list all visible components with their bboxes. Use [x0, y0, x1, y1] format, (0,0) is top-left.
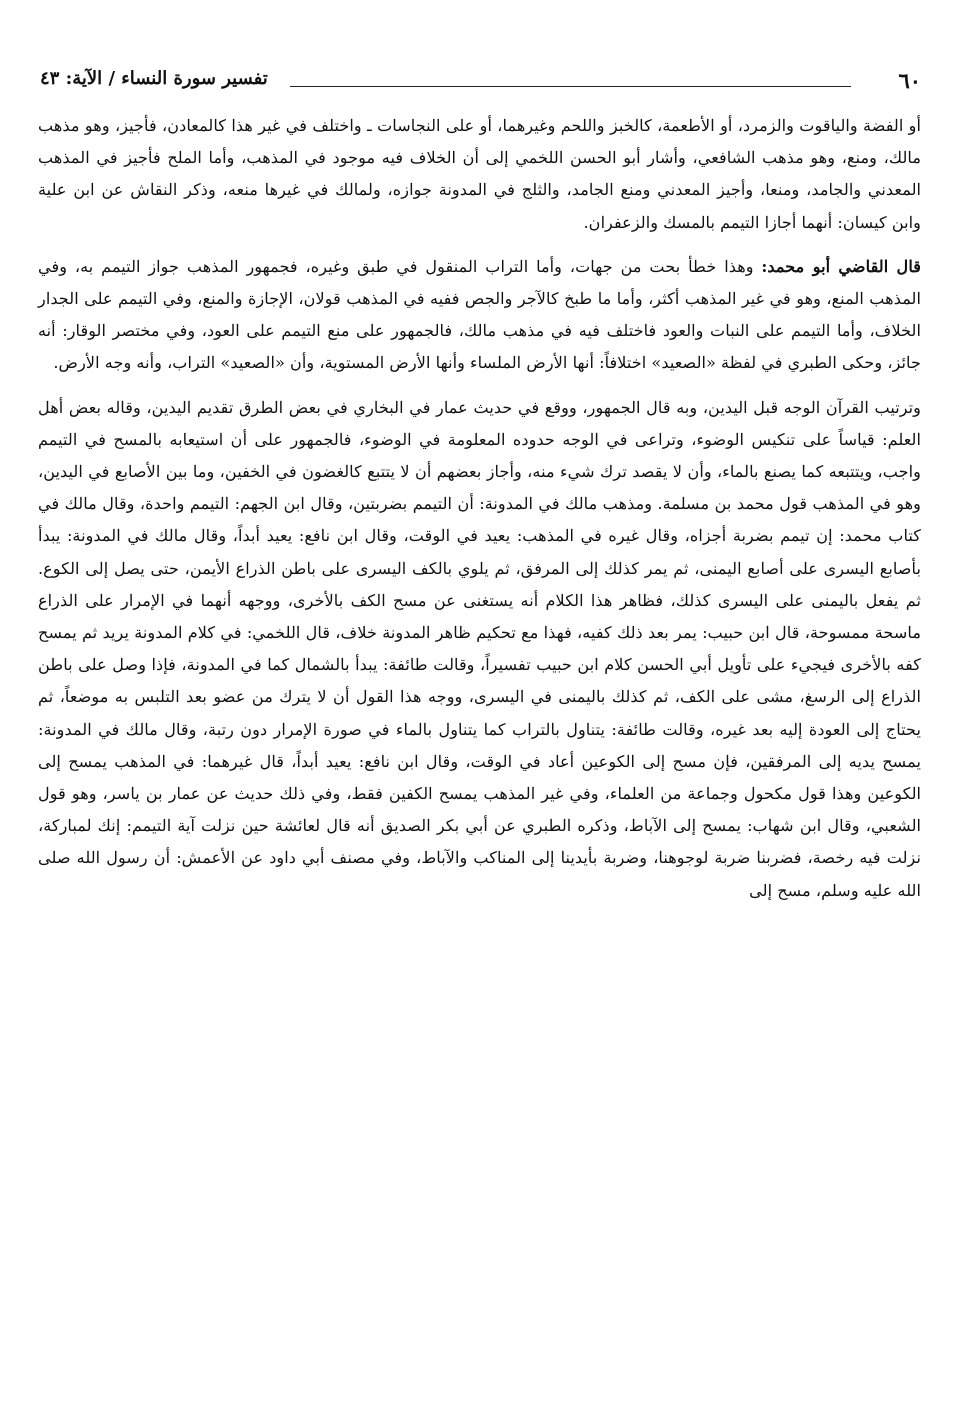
paragraph-text: وترتيب القرآن الوجه قبل اليدين، وبه قال الجمهور، ووقع في حديث عمار في البخاري في بعض الطرق تقديم اليدين، وقاله بعض أهل العلم: قياساً على تنكيس الوضوء، وتراعى في الوجه حدوده المعلومة في الوضوء، فالجمهور على أن استيعابه بالمسح في التيمم واجب، ويتتبعه كما يصنع بالماء، وأن لا يقصد ترك شيء منه، وأجاز بعضهم أن لا يتتبع كالغضون في الخفين، وما بين الأصابع في اليدين، وهو في المذهب قول محمد بن مسلمة. ومذهب مالك في المدونة: أن التيمم بضربتين، وقال ابن الجهم: التيمم واحدة، وقال مالك في كتاب محمد: إن تيمم بضربة أجزاه، وقال غيره في المذهب: يعيد في الوقت، وقال ابن نافع: يعيد أبداً، وقال مالك في المدونة: يبدأ بأصابع اليسرى على أصابع اليمنى، ثم يمر كذلك إلى المرفق، ثم يلوي بالكف اليسرى على باطن الذراع الأيمن، حتى يصل إلى الكوع. ثم يفعل باليمنى على اليسرى كذلك، فظاهر هذا الكلام أنه يستغنى عن مسح الكف بالأخرى، ووجهه أنهما في الإمرار على الذراع ماسحة ممسوحة، قال ابن حبيب: يمر بعد ذلك كفيه، فهذا مع تحكيم ظاهر المدونة خلاف، قال اللخمي: في كلام المدونة يريد ثم يمسح كفه بالأخرى فيجيء على تأويل أبي الحسن كلام ابن حبيب تفسيراً، وقالت طائفة: يبدأ بالشمال كما في المدونة، فإذا وصل على باطن الذراع إلى الرسغ، مشى على الكف، ثم كذلك باليمنى في اليسرى، ووجه هذا القول أن لا يترك من عضو بعد التلبس به موضعاً، ثم يحتاج إلى العودة إليه بعد غيره، وقالت طائفة: يتناول بالتراب كما يتناول بالماء في صورة الإمرار دون رتبة، وقال مالك في المدونة: يمسح يديه إلى المرفقين، فإن مسح إلى الكوعين أعاد في الوقت، وقال ابن نافع: يعيد أبداً، قال غيرهما: في المذهب يمسح إلى الكوعين وهذا قول مكحول وجماعة من العلماء، وفي غير المذهب يمسح الكفين فقط، وفي ذلك حديث عن عمار بن ياسر، وهو قول الشعبي، وقال ابن شهاب: يمسح إلى الآباط، وذكره الطبري عن أبي بكر الصديق أنه قال لعائشة حين نزلت آية التيمم: إنك لمباركة، نزلت فيه رخصة، فضربنا ضربة لوجوهنا، وضربة بأيدينا إلى المناكب والآباط، وفي مصنف أبي داود عن الأعمش: أن رسول الله صلى الله عليه وسلم، مسح إلى	[38, 397, 921, 900]
body-text	[38, 110, 921, 907]
paragraph-1	[38, 110, 921, 239]
paragraph-speaker: قال القاضي أبو محمد:	[761, 256, 921, 276]
paragraph-2	[38, 251, 921, 380]
running-title: تفسير سورة النساء / الآية: ٤٣	[40, 68, 268, 89]
paragraph-text: أو الفضة والياقوت والزمرد، أو الأطعمة، كالخبز واللحم وغيرهما، أو على النجاسات ـ واختلف في غير هذا كالمعادن، فأجيز، وهو مذهب مالك، ومنع، وهو مذهب الشافعي، وأشار أبو الحسن اللخمي إلى أن الخلاف فيه موجود في المذهب، وأما الملح فأجيز في المذهب المعدني والجامد، ومنعا، وأجيز المعدني ومنع الجامد، والثلج في المدونة جوازه، ولمالك في غيرها منعه، وذكر النقاش عن ابن علية وابن كيسان: أنهما أجازا التيمم بالمسك والزعفران.	[38, 116, 921, 232]
paragraph-text: وهذا خطأ بحت من جهات، وأما التراب المنقول في طبق وغيره، فجمهور المذهب جواز التيمم به، وفي المذهب المنع، وهو في غير المذهب أكثر، وأما ما طبخ كالآجر والجص ففيه في المذهب قولان، الإجازة والمنع، وفي التيمم على الجدار الخلاف، وأما التيمم على النبات والعود فاختلف فيه في مذهب مالك، فالجمهور على منع التيمم على العود، وفي مختصر الوقار: أنه جائز، وحكى الطبري في لفظة «الصعيد» اختلافاً: أنها الأرض الملساء وأنها الأرض المستوية، وأن «الصعيد» التراب، وأنه وجه الأرض.	[38, 256, 921, 373]
header-rule	[290, 86, 851, 87]
page-number: ٦٠	[898, 68, 921, 93]
paragraph-3	[38, 392, 921, 907]
page-header	[40, 66, 921, 106]
